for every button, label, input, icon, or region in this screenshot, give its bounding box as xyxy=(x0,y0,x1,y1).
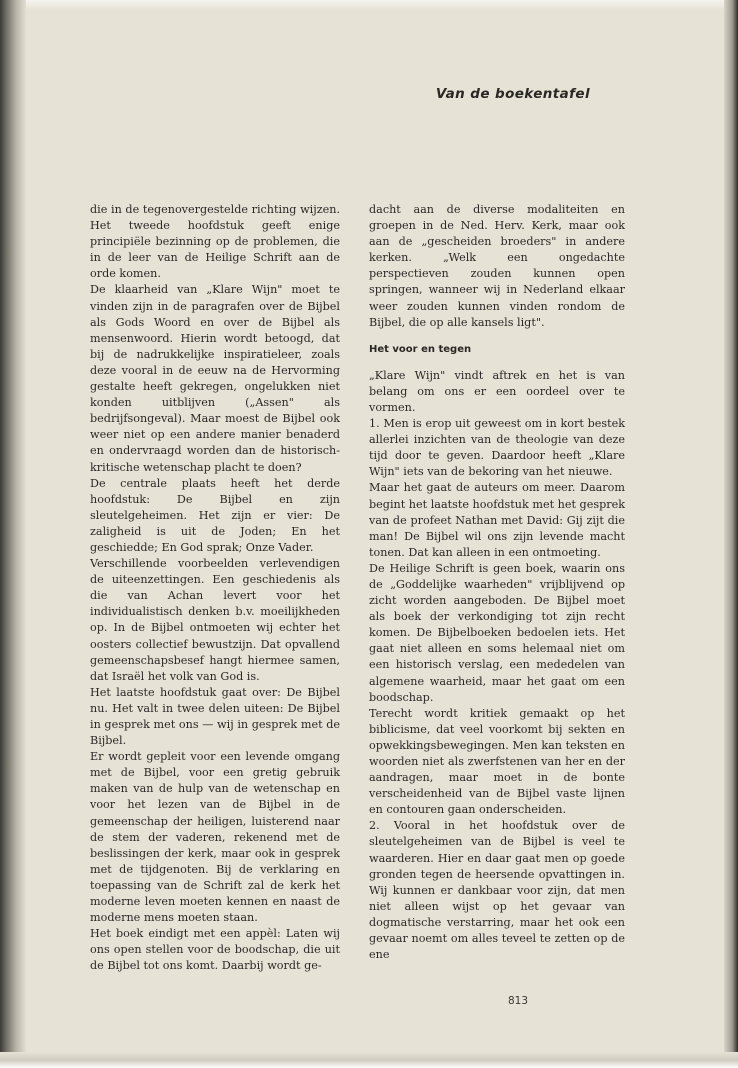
paragraph: „Klare Wijn" vindt aftrek en het is van belang om ons er een oordeel over te vormen. xyxy=(369,368,625,414)
paragraph: dacht aan de diverse modaliteiten en groepen in de Ned. Herv. Kerk, maar ook aan de „gescheiden broeders" in andere kerken. „Welk een ongedachte perspectieven zouden kunnen open springen, wanneer wij in Nederland elkaar weer zouden kunnen vinden rondom de Bijbel, die op alle kansels ligt". xyxy=(369,203,625,329)
paragraph: Er wordt gepleit voor een levende omgang met de Bijbel, voor een gretig gebruik maken van de hulp van de wetenschap en voor het lezen van de Bijbel in de gemeenschap der heiligen, luisterend naar de stem der vaderen, rekenend met de beslissingen der kerk, maar ook in gesprek met de tijdgenoten. Bij de verklaring en toepassing van de Schrift zal de kerk het moderne leven moeten kennen en naast de moderne mens moeten staan. xyxy=(90,750,340,925)
paragraph: 2. Vooral in het hoofdstuk over de sleutelgeheimen van de Bijbel is veel te waarderen. Hier en daar gaat men op goede gronden tegen de heersende opvattingen in. Wij kunnen er dankbaar voor zijn, dat men niet alleen wijst op het gevaar van dogmatische verstarring, maar het ook een gevaar noemt om alles teveel te zetten op de ene xyxy=(369,819,625,962)
right-column xyxy=(369,202,625,963)
page-right-edge xyxy=(724,0,738,1068)
book-binding-shadow xyxy=(0,0,26,1068)
paragraph: Het laatste hoofdstuk gaat over: De Bijbel nu. Het valt in twee delen uiteen: De Bijbel in gesprek met ons — wij in gesprek met de Bijbel. xyxy=(90,685,340,748)
page-number: 813 xyxy=(508,995,529,1007)
paragraph: De Heilige Schrift is geen boek, waarin ons de „Goddelijke waarheden" vrijblijvend op zicht worden aangeboden. De Bijbel moet als boek der verkondiging tot zijn recht komen. De Bijbelboeken bedoelen iets. Het gaat niet alleen en soms helemaal niet om een historisch verslag, een mededelen van algemene waarheid, maar het gaat om een boodschap. xyxy=(369,561,625,704)
section-heading: Het voor en tegen xyxy=(369,343,472,355)
paragraph: die in de tegenovergestelde richting wijzen. Het tweede hoofdstuk geeft enige principiële bezinning op de problemen, die in de leer van de Heilige Schrift aan de orde komen. xyxy=(90,203,340,281)
paragraph: Verschillende voorbeelden verlevendigen de uiteenzettingen. Een geschiedenis als die van Achan levert voor het individualistisch denken b.v. moeilijkheden op. In de Bijbel ontmoeten wij echter het oosters collectief bewustzijn. Dat opvallend gemeenschapsbesef hangt hiermee samen, dat Israël het volk van God is. xyxy=(90,557,340,683)
paragraph: De klaarheid van „Klare Wijn" moet te vinden zijn in de paragrafen over de Bijbel als Gods Woord en over de Bijbel als mensenwoord. Hierin wordt betoogd, dat bij de nadrukkelijke inspiratieleer, zoals deze vooral in de eeuw na de Hervorming gestalte heeft gekregen, ongelukken niet konden uitblijven („Assen" als bedrijfsongeval). Maar moest de Bijbel ook weer niet op een andere manier benaderd en ondervraagd worden dan de historisch-kritische wetenschap placht te doen? xyxy=(90,283,340,474)
paragraph: Maar het gaat de auteurs om meer. Daarom begint het laatste hoofdstuk met het gesprek van de profeet Nathan met David: Gij zijt die man! De Bijbel wil ons zijn levende macht tonen. Dat kan alleen in een ontmoeting. xyxy=(369,481,625,559)
page-bottom-edge xyxy=(0,1052,738,1068)
paragraph: Het boek eindigt met een appèl: Laten wij ons open stellen voor de boodschap, die uit de Bijbel tot ons komt. Daarbij wordt ge- xyxy=(90,927,340,973)
paragraph: Terecht wordt kritiek gemaakt op het biblicisme, dat veel voorkomt bij sekten en opwekkingsbewegingen. Men kan teksten en woorden niet als zwerfstenen van her en der aandragen, maar moet in de bonte verscheidenheid van de Bijbel vaste lijnen en contouren gaan onderscheiden. xyxy=(369,706,625,817)
running-head: Van de boekentafel xyxy=(435,86,590,102)
paragraph: De centrale plaats heeft het derde hoofdstuk: De Bijbel en zijn sleutelgeheimen. Het zijn er vier: De zaligheid is uit de Joden; En het geschiedde; En God sprak; Onze Vader. xyxy=(90,476,340,554)
paragraph: 1. Men is erop uit geweest om in kort bestek allerlei inzichten van de theologie van deze tijd door te geven. Daardoor heeft „Klare Wijn" iets van de bekoring van het nieuwe. xyxy=(369,417,625,479)
page-top-edge xyxy=(0,0,738,10)
left-column xyxy=(90,202,340,975)
